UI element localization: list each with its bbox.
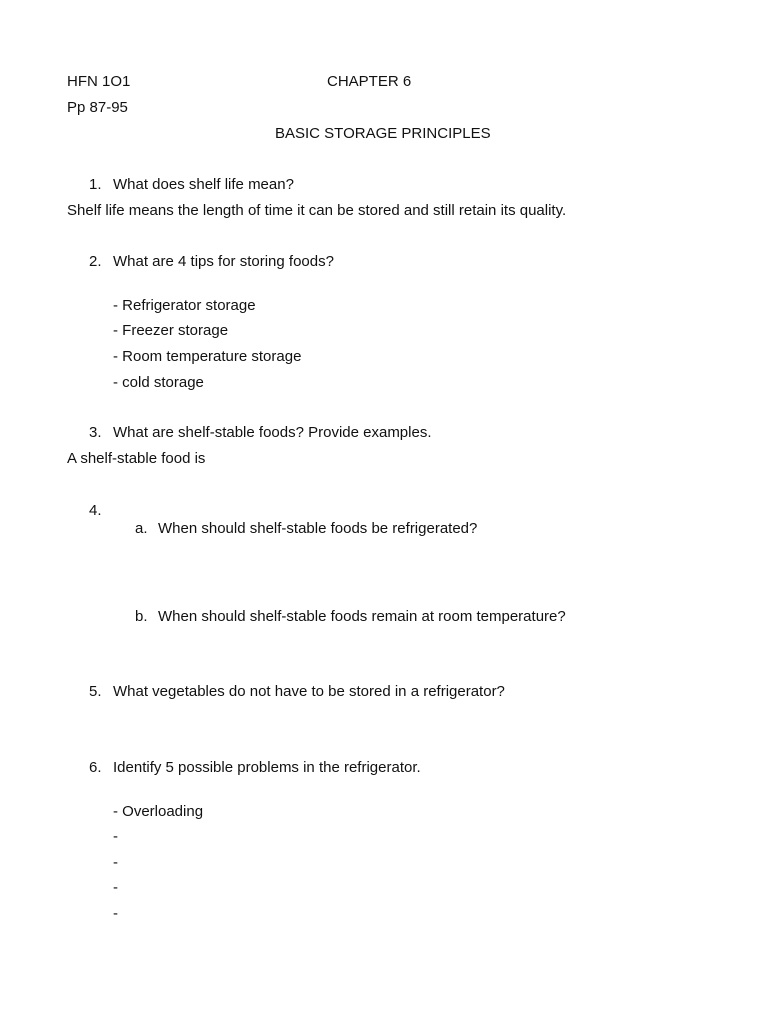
question-2-item: - Refrigerator storage [113,297,256,314]
question-5-number: 5. [89,683,102,700]
question-2-number: 2. [89,253,102,270]
question-2-text: What are 4 tips for storing foods? [113,253,334,270]
question-4-number: 4. [89,502,102,519]
question-4b-text: When should shelf-stable foods remain at room temperature? [158,608,566,625]
question-1-answer: Shelf life means the length of time it can be stored and still retain its quality. [67,202,567,219]
question-5-text: What vegetables do not have to be stored in a refrigerator? [113,683,505,700]
question-6-number: 6. [89,759,102,776]
question-3-answer: A shelf-stable food is [67,450,206,467]
question-1-number: 1. [89,176,102,193]
course-code: HFN 1O1 [67,73,131,90]
question-6-item: - [113,828,118,845]
question-2-item: - Freezer storage [113,322,229,339]
question-6-item: - [113,854,118,871]
question-1-text: What does shelf life mean? [113,176,294,193]
question-6-item: - [113,905,118,922]
question-3-number: 3. [89,424,102,441]
question-6-text: Identify 5 possible problems in the refrigerator. [113,759,421,776]
question-4b-letter: b. [135,608,148,625]
page-range: Pp 87-95 [67,99,128,116]
question-6-item: - Overloading [113,803,204,820]
chapter-label: CHAPTER 6 [327,73,412,90]
page-title: BASIC STORAGE PRINCIPLES [275,125,491,142]
question-2-item: - Room temperature storage [113,348,302,365]
question-3-text: What are shelf-stable foods? Provide examples. [113,424,432,441]
question-4a-letter: a. [135,520,148,537]
question-6-item: - [113,879,118,896]
question-4a-text: When should shelf-stable foods be refrigerated? [158,520,478,537]
question-2-item: - cold storage [113,374,204,391]
